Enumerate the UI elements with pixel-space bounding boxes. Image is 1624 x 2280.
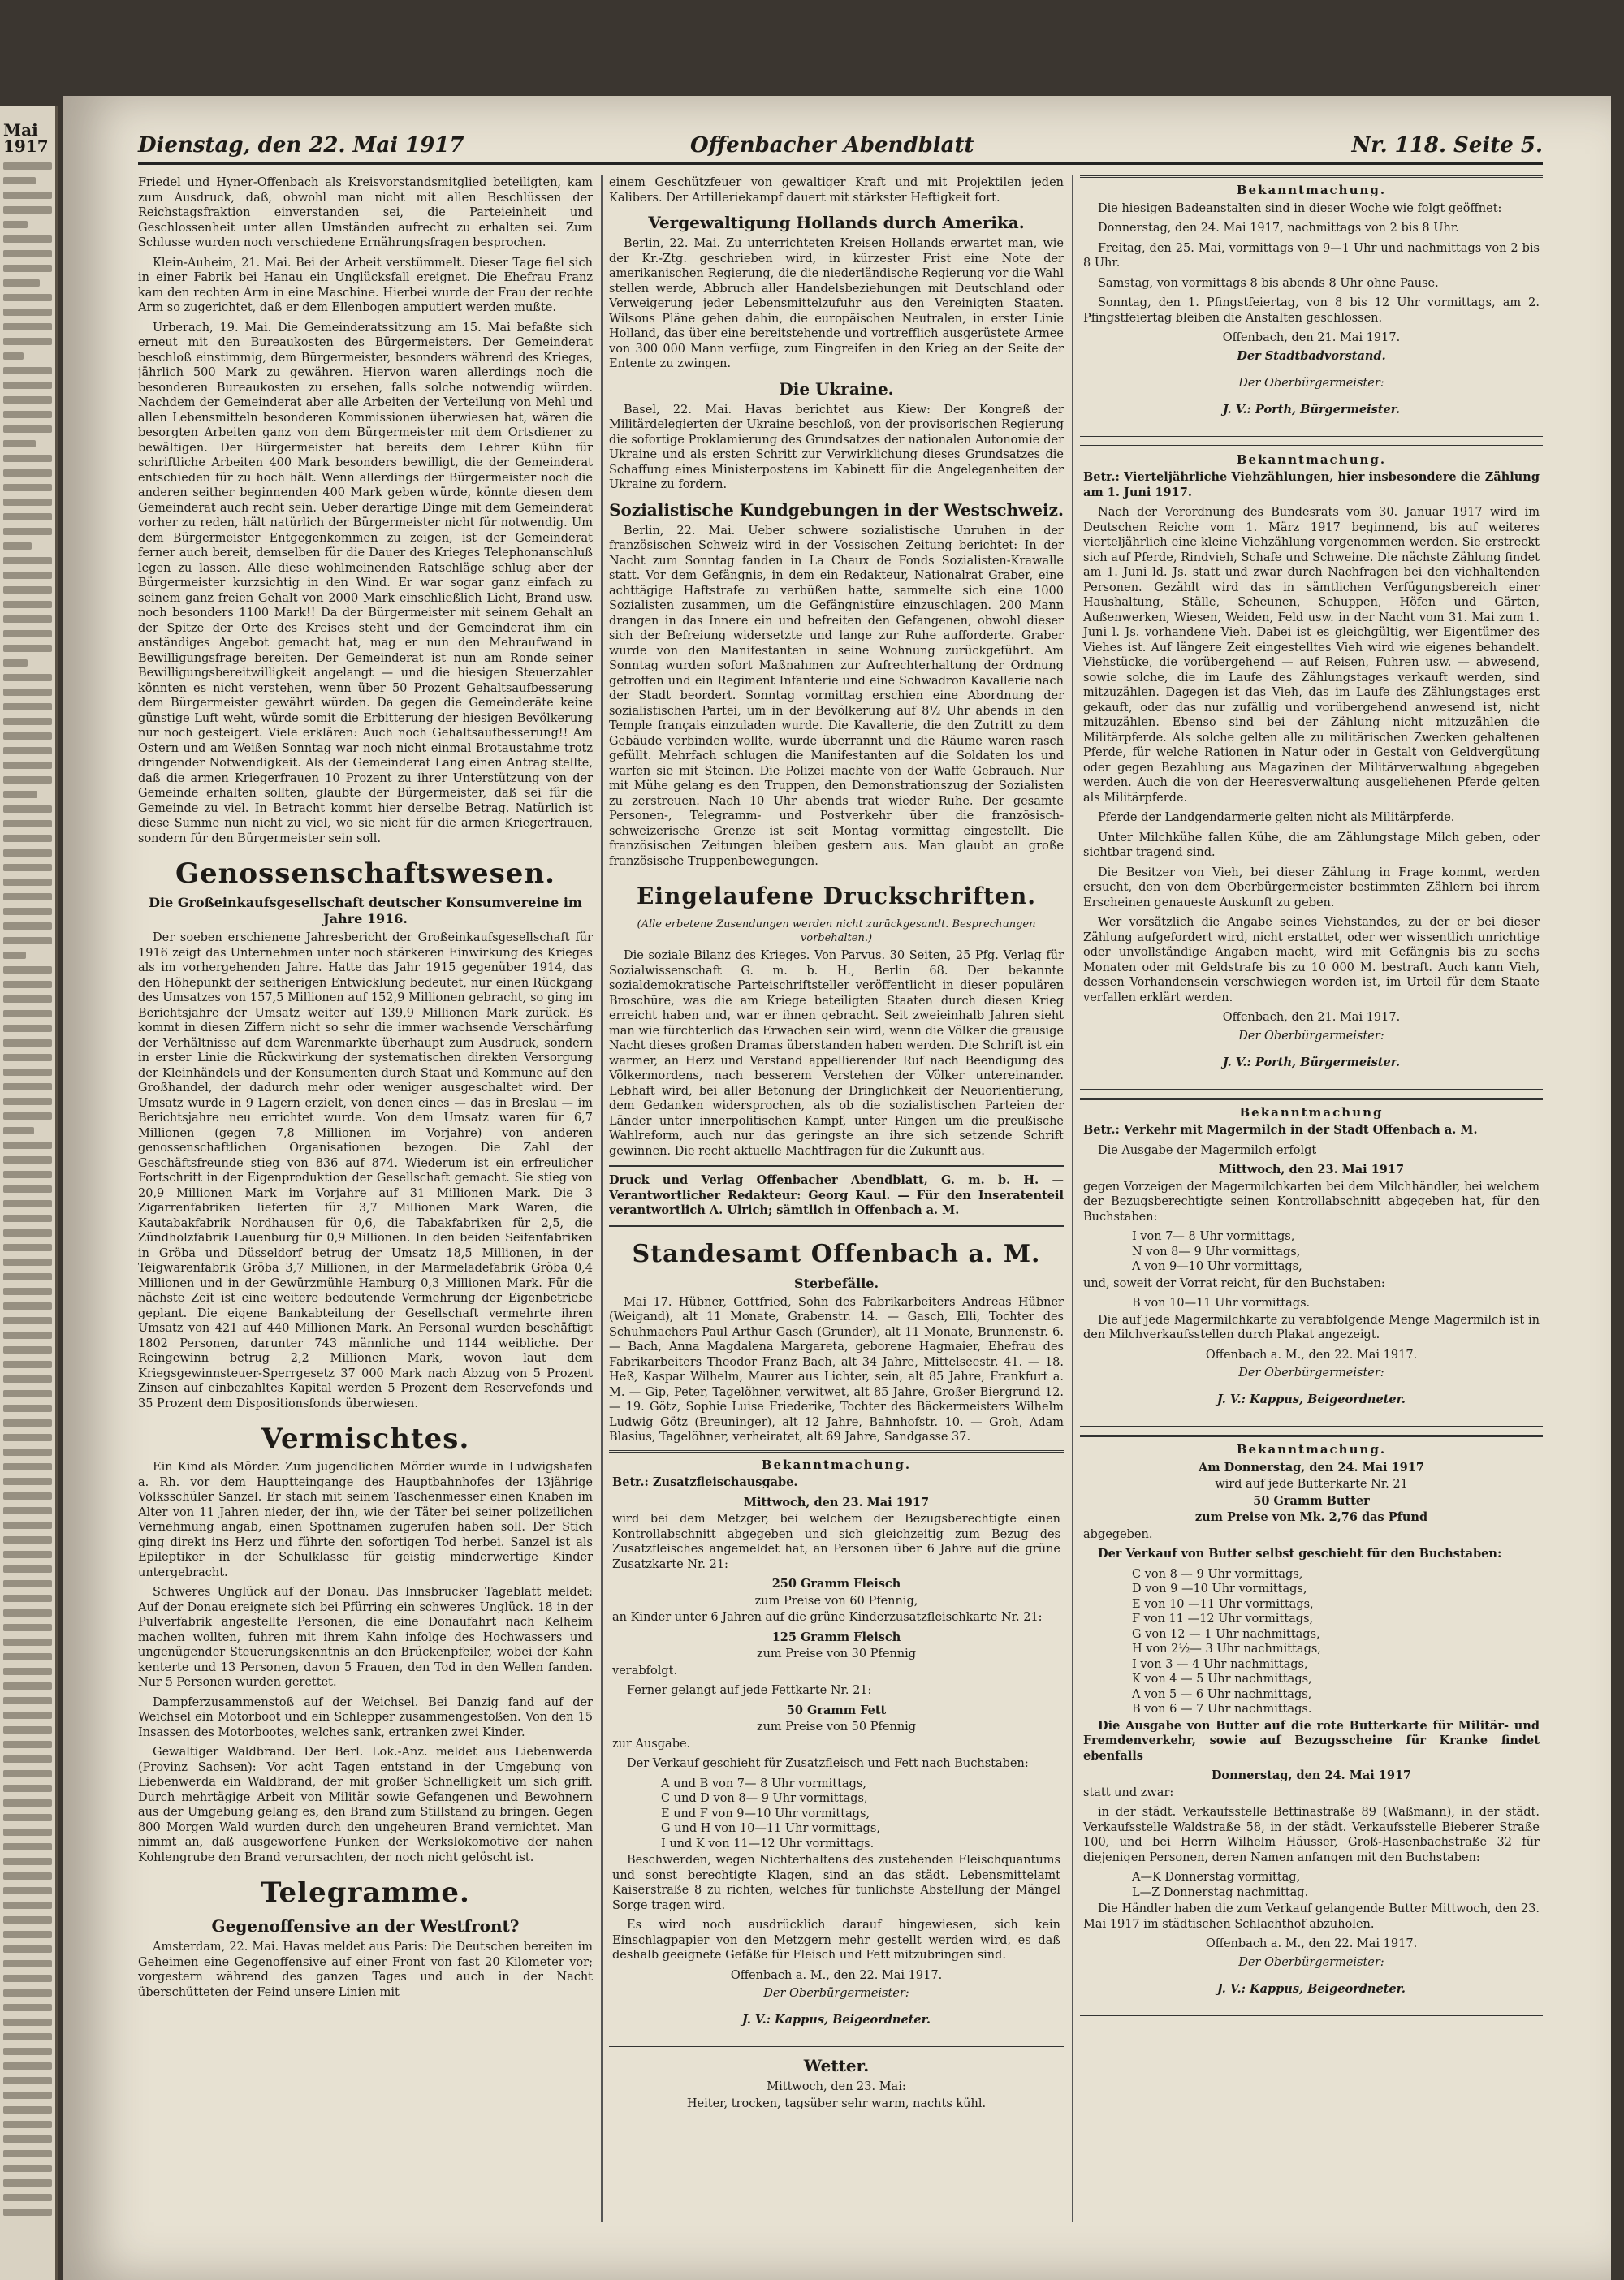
notice-signature: Der Oberbürgermeister:: [763, 1987, 909, 2000]
article-text: einem Geschützfeuer von gewaltiger Kraft und mit Projektilen jeden Kalibers. Der Artilleriekampf dauert mit stärkster Heftigkeit fort.: [609, 176, 1064, 205]
weather-date: Mittwoch, den 23. Mai:: [767, 2080, 906, 2093]
schedule-row: K von 4 — 5 Uhr nachmittags,: [1132, 1673, 1312, 1686]
notice-place: Offenbach, den 21. Mai 1917.: [1222, 1011, 1401, 1024]
notice-place: Offenbach a. M., den 22. Mai 1917.: [1205, 1348, 1418, 1362]
notice-text: Pferde der Landgendarmerie gelten nicht als Militärpferde.: [1098, 811, 1455, 824]
notice-signature: J. V.: Kappus, Beigeordneter.: [1217, 1981, 1406, 1996]
notice-title: Bekanntmachung.: [1236, 183, 1387, 197]
column-1: [138, 175, 593, 2222]
notice-text: Freitag, den 25. Mai, vormittags von 9—1 Uhr und nachmittags von 2 bis 8 Uhr.: [1083, 241, 1540, 270]
schedule-row: G von 12 — 1 Uhr nachmittags,: [1132, 1627, 1320, 1641]
section-heading-vermischtes: Vermischtes.: [261, 1423, 470, 1455]
notice-text: Die auf jede Magermilchkarte zu verabfolgende Menge Magermilch ist in den Milchverkaufsstellen durch Plakat angezeigt.: [1083, 1313, 1540, 1341]
article-heading-holland: Vergewaltigung Hollands durch Amerika.: [648, 213, 1025, 232]
column-rule-1: [601, 175, 603, 2222]
notice-text: Es wird noch ausdrücklich darauf hingewiesen, sich kein Einschlagpapier von den Metzgern mehr gestellt werden wird, es daß deshalb geeignete Gefäße für Fleisch und Fett mitzubringen sind.: [612, 1919, 1060, 1962]
notice-signature: J. V.: Porth, Bürgermeister.: [1222, 1055, 1401, 1069]
notice-text: Der Verkauf von Butter selbst geschieht für den Buchstaben:: [1098, 1547, 1502, 1561]
notice-viehzaehlung: [1080, 445, 1543, 1090]
notice-text: Donnerstag, den 24. Mai 1917, nachmittags von 2 bis 8 Uhr.: [1098, 222, 1459, 235]
notice-subject: Betr.: Zusatzfleischausgabe.: [612, 1475, 798, 1489]
schedule-row: I von 7— 8 Uhr vormittags,: [1132, 1230, 1295, 1243]
notice-schedule: [661, 1777, 1060, 1852]
notice-signature: Der Oberbürgermeister:: [1238, 1955, 1384, 1969]
newspaper-page: [63, 96, 1611, 2280]
schedule-row: L—Z Donnerstag nachmittag.: [1132, 1885, 1309, 1899]
notice-text: Sonntag, den 1. Pfingstfeiertag, von 8 bis 12 Uhr vormittags, am 2. Pfingstfeiertag bleiben die Anstalten geschlossen.: [1083, 296, 1540, 325]
notice-signature: Der Oberbürgermeister:: [1238, 376, 1384, 390]
notice-title: Bekanntmachung.: [1236, 1442, 1387, 1457]
schedule-row: H von 2½— 3 Uhr nachmittags,: [1132, 1643, 1321, 1656]
notice-title: Bekanntmachung: [1239, 1104, 1384, 1120]
notice-text: in der städt. Verkaufsstelle Bettinastraße 89 (Waßmann), in der städt. Verkaufsstelle Waldstraße 58, in der städt. Verkaufsstelle Bieberer Straße 100, und bei Herrn Wilhelm Häusser, Groß-Hasenbachstraße 32 für diejenigen Personen, deren Namen anfangen mit den Buchstaben:: [1083, 1806, 1540, 1864]
notice-amount: 50 Gramm Fett: [786, 1703, 887, 1717]
schedule-row: B von 10—11 Uhr vormittags.: [1132, 1297, 1311, 1310]
notice-text: Die hiesigen Badeanstalten sind in dieser Woche wie folgt geöffnet:: [1098, 201, 1502, 215]
notice-text: Wer vorsätzlich die Angabe seines Viehstandes, zu der er bei dieser Zählung aufgefordert wird, nicht erstattet, oder wer wissentlich unrichtige oder unvollständige Angaben macht, wird mit Gefängnis bis zu sechs Monaten oder mit Geldstrafe bis zu 10 000 M. bestraft. Auch kann Vieh, dessen Vorhandensein verschwiegen worden ist, im Urteil für dem Staate verfallen erklärt werden.: [1083, 916, 1540, 1004]
notice-text: Die Ausgabe von Butter auf die rote Butterkarte für Militär- und Fremdenverkehr, sowie auf Bezugsscheine für Kranke findet ebenfalls: [1083, 1718, 1540, 1763]
schedule-row: C und D von 8— 9 Uhr vormittags,: [661, 1792, 868, 1805]
article-klein-auheim: Klein-Auheim, 21. Mai. Bei der Arbeit verstümmelt. Dieser Tage fiel sich in einer Fabrik bei Hanau ein Unglücksfall ereignet. Die Ehefrau Franz kam den rechten Arm in eine Maschine. Hierbei wurde der Frau der rechte Arm so zugerichtet, daß er dem Ellenbogen amputiert werden mußte.: [138, 256, 593, 314]
notice-signature: J. V.: Kappus, Beigeordneter.: [742, 2013, 931, 2027]
schedule-row: E und F von 9—10 Uhr vormittags,: [661, 1807, 870, 1820]
notice-text: zur Ausgabe.: [612, 1737, 691, 1751]
notice-text: Die Besitzer von Vieh, bei dieser Zählung in Frage kommt, werden ersucht, den von dem Oberbürgermeister bestimmten Zählern bei ihrem Erscheinen genaueste Auskunft zu geben.: [1083, 866, 1540, 909]
schedule-row: E von 10 —11 Uhr vormittags,: [1132, 1597, 1314, 1611]
article-heading-westschweiz: Sozialistische Kundgebungen in der Westschweiz.: [609, 499, 1064, 520]
schedule-row: G und H von 10—11 Uhr vormittags,: [661, 1822, 880, 1835]
notice-text: Die Händler haben die zum Verkauf gelangende Butter Mittwoch, den 23. Mai 1917 im städtischen Schlachthof abzuholen.: [1083, 1902, 1540, 1931]
notice-text: Die Ausgabe der Magermilch erfolgt: [1098, 1143, 1317, 1157]
notice-text: wird auf jede Butterkarte Nr. 21: [1215, 1478, 1408, 1491]
notice-text: Beschwerden, wegen Nichterhaltens des zustehenden Fleischquantums und sonst berechtigte Klagen, sind an das städt. Lebensmittelamt Kaiserstraße 8 zu richten, welches für tunlichste Abstellung der Mängel Sorge tragen wird.: [612, 1854, 1060, 1912]
notice-price: zum Preise von 30 Pfennig: [756, 1647, 917, 1660]
notice-butter: [1080, 1435, 1543, 2016]
notice-title: Bekanntmachung.: [761, 1457, 912, 1472]
notice-subject: Betr.: Vierteljährliche Viehzählungen, hier insbesondere die Zählung am 1. Juni 1917.: [1083, 470, 1540, 499]
notice-signature: J. V.: Porth, Bürgermeister.: [1222, 402, 1401, 417]
subheading-sterbefaelle: Sterbefälle.: [793, 1275, 879, 1291]
masthead: [138, 130, 1543, 165]
section-heading-genossenschaftswesen: Genossenschaftswesen.: [175, 857, 555, 890]
notice-text: Nach der Verordnung des Bundesrats vom 30. Januar 1917 wird im Deutschen Reiche vom 1. März 1917 beginnend, bis auf weiteres vierteljährlich eine kleine Viehzählung vorgenommen werden. Sie erstreckt sich auf Pferde, Rindvieh, Schafe und Schweine. Die nächste Zählung findet am 1. Juni ld. Js. statt und zwar durch Nachfragen bei den viehhaltenden Personen. Gezählt wird das in sämtlichen Verfügungsbereich einer Haushaltung, Ställe, Scheunen, Schuppen, Höfen und Gärten, Außenwerken, Wiesen, Weiden, Feld usw. in der Nacht vom 31. Mai zum 1. Juni l. Js. vorhandene Vieh. Dabei ist es gleichgültig, wer Eigentümer des Viehes ist. Auf längere Zeit eingestelltes Vieh wird wie eigenes behandelt. Viehstücke, die vorübergehend — auf Reisen, Fuhren usw. — abwesend, sowie solche, die im Laufe des Zählungstages verkauft werden, sind mitzuzählen. Dagegen ist das Vieh, das im Laufe des Zählungstages erst gekauft, oder das nur zufällig und vorübergehend anwesend ist, nicht mitzuzählen. Ebenso sind bei der Zählung nicht mitzuzählen die Militärpferde. Als solche gelten alle zu militärischen Zwecken gehaltenen Pferde, für welche Rationen in Natur oder in Gestalt von Geldvergütung oder gegen Bezahlung aus Magazinen der Militärverwaltung abgegeben werden. Auch die von der Heeresverwaltung ausgeliehenen Pferde gelten als Militärpferde.: [1083, 506, 1540, 805]
notice-date: Am Donnerstag, den 24. Mai 1917: [1199, 1460, 1424, 1475]
schedule-row: B von 6 — 7 Uhr nachmittags.: [1132, 1703, 1312, 1716]
schedule-row: A und B von 7— 8 Uhr vormittags,: [661, 1777, 866, 1790]
weather-text: Heiter, trocken, tagsüber sehr warm, nachts kühl.: [686, 2096, 987, 2110]
notice-text: Ferner gelangt auf jede Fettkarte Nr. 21:: [627, 1684, 872, 1697]
article-urberach: Urberach, 19. Mai. Die Gemeinderatssitzung am 15. Mai befaßte sich erneut mit den Bureaukosten des Bürgermeisters. Der Gemeinderat beschloß einstimmig, dem Bürgermeister, besonders während des Krieges, jährlich 500 Mark zu gewähren. Hiervon waren allerdings noch die besonderen Bureaukosten zu ersehen, falls solche notwendig würden. Nachdem der Gemeinderat aber alle Arbeiten der Verteilung von Mehl und allen Lebensmitteln besonderen Kommissionen überwiesen hat, wären die besorgten Arbeiten ganz von dem Bürgermeister mit dem Ortsdiener zu bewältigen. Der Bürgermeister hat bereits dem Lehrer Kühn für schriftliche Arbeiten 400 Mark besonders bewilligt, die der Gemeinderat entschieden für zu hoch hält. Wenn allerdings der Bürgermeister noch die anderen seither beginnenden 400 Mark geben würde, könnte diesen dem Gemeinderat auch recht sein. Ueber derartige Dinge mit dem Gemeinderat vorher zu reden, hält natürlich der Bürgermeister nicht für notwendig. Um dem Bürgermeister Entgegenkommen zu zeigen, ist der Gemeinderat ferner auch bereit, demselben für die Dauer des Krieges Telephonanschluß legen zu lassen. Alle diese wohlmeinenden Ratschläge schlug aber der Bürgermeister kurzsichtig in den Wind. Er war sogar ganz einfach zu seinem ganz freien Gehalt von 2000 Mark einschließlich Licht, Brand usw. noch besonders 1100 Mark!! Da der Bürgermeister mit seinem Gehalt an der Spitze der Orte des Kreises steht und der Gemeinderat ihm ein anständiges Angebot gemacht hat, mag er nun den Mehraufwand in Bewilligungsfrage bereiten. Der Gemeinderat ist nun am Ronde seiner Bewilligungsbereitwilligkeit angelangt — und die hiesigen Steuerzahler könnten es nicht verstehen, wenn über 50 Prozent Gehaltsaufbesserung dem Bürgermeister gewährt würden. Da gegen die Gemeinderäte keine günstige Luft weht, würde somit die Erbitterung der hiesigen Bevölkerung nur noch gesteigert. Viele erklären: Auch noch Gehaltsaufbesserung!! Am Ostern und am Weißen Sonntag war noch nicht einmal Brotaustahme trotz dringender Notwendigkeit. Als der Gemeinderat Lang einen Antrag stellte, daß die armen Kriegerfrauen 10 Prozent zu ihrer Unterstützung von der Gemeinde erhalten sollten, glaubte der Bürgermeister, daß sei für die Gemeinde zu viel. In Betracht kommt hier derselbe Betrag. Natürlich ist diese Summe nun nicht zu viel, wo sie nicht für die armen Kriegerfrauen, sondern für den Bürgermeister sein soll.: [138, 321, 593, 845]
article-kind-als-moerder: Ein Kind als Mörder. Zum jugendlichen Mörder wurde in Ludwigshafen a. Rh. vor dem Hauptteingange des Hauptbahnhofes der 13jährige Volksschüler Sanzel. Er stach mit seinem Taschenmesser einen Knaben im Alter von 11 Jahren nieder, der ihn, wie der Täter bei seiner polizeilichen Vernehmung angab, einen Spottnamen zugerufen haben soll. Der Stich ging direkt ins Herz und führte den sofortigen Tod herbei. Sanzel ist als Epileptiker in der Schulklasse für geistig minderwertige Kinder untergebracht.: [138, 1461, 593, 1579]
article-soziale-bilanz: Die soziale Bilanz des Krieges. Von Parvus. 30 Seiten, 25 Pfg. Verlag für Sozialwissenschaft G. m. b. H., Berlin 68. Der bekannte sozialdemokratische Parteischriftsteller veröffentlicht in dieser populären Broschüre, was die am Kriege beteiligten Staaten durch diesen Krieg erreicht haben und, war er ihnen gebracht. Seit zweieinhalb Jahren sieht man wie fürchterlich das Erwachen sein wird, wenn die Völker die grausige Nacht dieses großen Dramas überstanden haben werden. Die Schrift ist ein warmer, an Herz und Verstand appellierender Ruf nach Beendigung des Völkermordens, nach besserem Verstehen der Völker untereinander. Lebhaft wird, bei aller Betonung der Dringlichkeit der Neuorientierung, dem Gedanken widersprochen, als ob die sozialistischen Parteien der Länder unter innerpolitischen Kampf, unter Ringen um die preußische Wahlreform, auch nur das geringste an ihre sich setzende Schrift gewinnen. Die recht aktuelle Machtfragen für die Zukunft aus.: [609, 949, 1064, 1158]
notice-text: abgegeben.: [1083, 1527, 1153, 1541]
notice-date: Donnerstag, den 24. Mai 1917: [1211, 1768, 1412, 1782]
schedule-row: N von 8— 9 Uhr vormittags,: [1132, 1245, 1301, 1259]
notice-text: und, soweit der Vorrat reicht, für den Buchstaben:: [1083, 1276, 1385, 1290]
schedule-row: I und K von 11—12 Uhr vormittags.: [661, 1837, 875, 1850]
notice-text: an Kinder unter 6 Jahren auf die grüne Kinderzusatzfleischkarte Nr. 21:: [612, 1611, 1043, 1624]
section-heading-telegramme: Telegramme.: [261, 1876, 470, 1909]
column-2: [609, 175, 1064, 2222]
notice-schedule: [1132, 1229, 1540, 1275]
notice-price: zum Preise von Mk. 2,76 das Pfund: [1194, 1510, 1428, 1524]
notice-title: Bekanntmachung.: [1236, 451, 1387, 467]
notice-date: Mittwoch, den 23. Mai 1917: [743, 1495, 930, 1509]
notice-text: Samstag, von vormittags 8 bis abends 8 Uhr ohne Pause.: [1098, 276, 1439, 290]
article-text: Friedel und Hyner-Offenbach als Kreisvorstandsmitglied beteiligten, kam zum Ausdruck, daß, obwohl man nicht mit allen Beschlüssen der Reichstagsfraktion einverstanden sei, die Parteieinheit und Geschlossenheit unter allen Umständen aufrecht zu erhalten sei. Zum Schlusse wurden noch verschiedene Ernährungsfragen besprochen.: [138, 176, 593, 249]
notice-text: gegen Vorzeigen der Magermilchkarten bei dem Milchhändler, bei welchem der Bezugsberechtigte seinen Kontrollabschnitt abgegeben hat, für den Buchstaben:: [1083, 1180, 1540, 1224]
article-amsterdam: Amsterdam, 22. Mai. Havas meldet aus Paris: Die Deutschen bereiten im Geheimen eine Gegenoffensive auf einer Front von fast 20 Kilometer vor; vorgestern während des ganzen Tages und auch in der Nacht überschütteten der Feind unsere Linien mit: [138, 1941, 593, 1999]
notice-schedule: [1132, 1870, 1540, 1900]
notice-zusatzfleisch: [609, 1450, 1064, 2048]
schedule-row: I von 3 — 4 Uhr nachmittags,: [1132, 1657, 1308, 1671]
weather-heading: Wetter.: [803, 2056, 870, 2075]
notice-subject: Betr.: Verkehr mit Magermilch in der Stadt Offenbach a. M.: [1083, 1123, 1478, 1137]
schedule-row: A von 5 — 6 Uhr nachmittags,: [1132, 1687, 1312, 1701]
notice-badeanstalten: [1080, 175, 1543, 437]
notice-place: Offenbach a. M., den 22. Mai 1917.: [1205, 1937, 1418, 1950]
masthead-date: Dienstag, den 22. Mai 1917: [138, 133, 464, 158]
article-holland: Berlin, 22. Mai. Zu unterrichteten Kreisen Hollands erwartet man, wie der Kr.-Ztg. geschrieben wird, in kürzester Frist eine Note der amerikanischen Regierung, die die niederländische Regierung vor die Wahl stellen werde, Abbruch aller Handelsbeziehungen mit Deutschland oder Verweigerung jeder Lebensmittelzufuhr aus den Vereinigten Staaten. Wilsons Pläne gehen dahin, die europäischen Neutralen, in erster Linie Holland, das über eine bereitstehende und vortrefflich ausgerüstete Armee von 300 000 Mann verfüge, zum Eingreifen in den Krieg an der Seite der Entente zu zwingen.: [609, 237, 1064, 370]
notice-signature: Der Oberbürgermeister:: [1238, 1029, 1384, 1043]
article-weichsel: Dampferzusammenstoß auf der Weichsel. Bei Danzig fand auf der Weichsel ein Motorboot und ein Schlepper zusammengestoßen. Von den 15 Insassen des Motorbootes, welches sank, ertranken zwei Kinder.: [138, 1695, 593, 1739]
notice-amount: 125 Gramm Fleisch: [771, 1630, 901, 1644]
notice-signature: J. V.: Kappus, Beigeordneter.: [1217, 1393, 1406, 1406]
article-subheading: Die Großeinkaufsgesellschaft deutscher Konsumvereine im Jahre 1916.: [149, 895, 582, 926]
notice-place: Offenbach, den 21. Mai 1917.: [1222, 331, 1401, 344]
notice-magermilch: [1080, 1098, 1543, 1427]
article-donau-unglueck: Schweres Unglück auf der Donau. Das Innsbrucker Tageblatt meldet: Auf der Donau ereignete sich bei Pfürring ein schweres Unglück. 18 in der Pulverfabrik angestellte Personen, die eine Donaufahrt nach Kelheim machen wollten, fuhren mit ihrem Kahn infolge des Hochwassers und ungenügender Steuerungskenntnis an den Brückenpfeiler, wobei der Kahn kenterte und 13 Personen, davon 5 Frauen, den Tod in den Wellen fanden. Nur 5 Personen wurden gerettet.: [138, 1586, 593, 1689]
notice-text: verabfolgt.: [612, 1664, 678, 1678]
notice-date: Mittwoch, den 23. Mai 1917: [1218, 1163, 1405, 1177]
article-ukraine: Basel, 22. Mai. Havas berichtet aus Kiew: Der Kongreß der Militärdelegierten der Ukraine beschloß, von der provisorischen Regierung die sofortige Proklamierung des Grundsatzes der nationalen Autonomie der Ukraine und als ersten Schritt zur Verwirklichung dieses Grundsatzes die Schaffung eines Ministerpostens im Kabinett für die Angelegenheiten der Ukraine zu fordern.: [609, 403, 1064, 491]
masthead-paper-name: Offenbacher Abendblatt: [690, 133, 974, 158]
article-waldbrand: Gewaltiger Waldbrand. Der Berl. Lok.-Anz. meldet aus Liebenwerda (Provinz Sachsen): Vor acht Tagen entstand in der Umgebung von Liebenwerda ein Waldbrand, der mit großer Schnelligkeit um sich griff. Durch mehrtägige Arbeit von Militär sowie Gefangenen und Bewohnern aus der Umgebung gelang es, den Brand zum Stillstand zu bringen. Gegen 800 Morgen Wald wurden durch den ungeheuren Brand vernichtet. Man nimmt an, daß ausgeworfene Funken der Werkslokomotive der nahen Kohlengrube den Brand verursachten, der noch nicht gelöscht ist.: [138, 1746, 593, 1864]
imprint: Druck und Verlag Offenbacher Abendblatt, G. m. b. H. — Verantwortlicher Redakteur: Georg Kaul. — Für den Inseratenteil verantwortlich A. Ulrich; sämtlich in Offenbach a. M.: [609, 1173, 1064, 1217]
article-grosseinkauf: Der soeben erschienene Jahresbericht der Großeinkaufsgesellschaft für 1916 zeigt das Unternehmen unter noch stärkeren Einwirkung des Krieges als im vorhergehenden Jahre. Hatte das Jahr 1915 gegenüber 1914, das den Höhepunkt der seitherigen Entwicklung bedeutet, nur einen Rückgang des Umsatzes von 157,5 Millionen auf 152,9 Millionen gebracht, so ging im Berichtsjahre der Umsatz weiter auf 139,9 Millionen Mark zurück. Es kommt in diesen Ziffern nicht so sehr die immer wachsende Verschärfung der Verhältnisse auf dem Warenmarkte überhaupt zum Ausdruck, sondern in erster Linie die Rückwirkung der systematischen direkten Versorgung der Kleinhändels und der Konsumenten durch Staat und Kommune auf den Großhandel, der dadurch mehr oder weniger ausgeschaltet wird. Der Umsatz wurde in 9 Lagern erzielt, von denen eines — das in Breslau — im Berichtsjahre neu errichtet wurde. Von dem Umsatz waren für 6,7 Millionen (gegen 7,8 Millionen im Vorjahre) von anderen genossenschaftlichen Organisationen bezogen. Die Zahl der Geschäftsfreunde stieg von 836 auf 874. Wiederum ist ein erfreulicher Fortschritt in der Eigenproduktion der Gesellschaft gemacht. Sie stieg von 20,9 Millionen Mark im Vorjahre auf 31 Millionen Mark. Die 3 Zigarrenfabriken lieferten für 3,7 Millionen Mark Waren, die Kautabakfabrik Nordhausen für 0,6, die Tabakfabriken für 2,5, die Zündholzfabrik Lauenburg für 0,9 Millionen. In den beiden Seifenfabriken in Gröba und Düsseldorf betrug der Umsatz 18,5 Millionen, in der Teigwarenfabrik Gröba 3,7 Millionen, in der Marmeladefabrik Gröba 0,4 Millionen und in der Gewürzmühle Hamburg 0,3 Millionen Mark. Für die nächste Zeit ist eine weitere bedeutende Vermehrung der Eigenbetriebe geplant. Die eigene Bankabteilung der Gesellschaft vermehrte ihren Umsatz von 421 auf 440 Millionen Mark. An Personal wurden beschäftigt 1802 Personen, darunter 743 männliche und 1144 weibliche. Der Reingewinn betrug 2,2 Millionen Mark, wovon laut dem Kriegsgewinnsteuer-Sperrgesetz 37 000 Mark nach Abzug von 5 Prozent Zinsen auf einbezahltes Kapital werden 5 Prozent dem Reservefonds und 35 Prozent dem Dispositionsfonds überwiesen.: [138, 931, 593, 1410]
divider: [609, 1225, 1064, 1227]
schedule-row: A—K Donnerstag vormittag,: [1132, 1871, 1301, 1884]
notice-text: Unter Milchkühe fallen Kühe, die am Zählungstage Milch geben, oder sichtbar tragend sind.: [1083, 831, 1540, 859]
notice-signature: Der Stadtbadvorstand.: [1237, 348, 1386, 363]
sterbefaelle-list: Mai 17. Hübner, Gottfried, Sohn des Fabrikarbeiters Andreas Hübner (Weigand), alt 11 Monate, Grabenstr. 14. — Gasch, Elli, Tochter des Schuhmachers Paul Arthur Gasch (Grunder), alt 11 Monate, Brunnenstr. 6. — Bach, Anna Magdalena Margareta, geborene Hagmaier, Ehefrau des Fabrikarbeiters Theodor Franz Bach, alt 34 Jahre, Mittelseestr. 41. — 18. Heß, Kaspar Wilhelm, Maurer aus Lichter, sein, alt 85 Jahre, Frankfurt a. M. — Gip, Peter, Tagelöhner, verwitwet, alt 85 Jahre, Großer Biergrund 12. — 19. Götz, Sophie Luise Friederike, Tochter des Bäckermeisters Wilhelm Ludwig Götz (Breuninger), alt 12 Jahre, Bahnhofstr. 10. — Groh, Adam Blasius, Tagelöhner, verheiratet, alt 69 Jahre, Sandgasse 37.: [609, 1295, 1064, 1444]
section-heading-druckschriften: Eingelaufene Druckschriften.: [637, 883, 1036, 909]
notice-price: zum Preise von 60 Pfennig,: [754, 1594, 918, 1608]
schedule-row: A von 9—10 Uhr vormittags,: [1132, 1260, 1302, 1273]
notice-signature: Der Oberbürgermeister:: [1238, 1367, 1384, 1380]
notice-amount: 50 Gramm Butter: [1253, 1493, 1370, 1508]
column-3: [1080, 175, 1543, 2222]
previous-page-edge: [0, 106, 58, 2280]
divider: [609, 1165, 1064, 1167]
notice-schedule: [1132, 1567, 1540, 1717]
section-heading-standesamt: Standesamt Offenbach a. M.: [632, 1239, 1041, 1268]
schedule-row: D von 9 —10 Uhr vormittags,: [1132, 1583, 1307, 1596]
notice-text: wird bei dem Metzger, bei welchem der Bezugsberechtigte einen Kontrollabschnitt abgegeben und sich gleichzeitig zum Bezug des Zusatzfleisches angemeldet hat, an Personen über 6 Jahre auf die grüne Zusatzkarte Nr. 21:: [612, 1513, 1060, 1571]
article-heading-ukraine: Die Ukraine.: [779, 378, 894, 399]
schedule-row: F von 11 —12 Uhr vormittags,: [1132, 1613, 1314, 1626]
notice-text: Der Verkauf geschieht für Zusatzfleisch und Fett nach Buchstaben:: [627, 1757, 1029, 1770]
notice-schedule: [1132, 1296, 1540, 1311]
druckschriften-note: (Alle erbetene Zusendungen werden nicht zurückgesandt. Besprechungen vorbehalten.): [637, 918, 1036, 944]
notice-text: statt und zwar:: [1083, 1786, 1174, 1799]
notice-price: zum Preise von 50 Pfennig: [756, 1721, 917, 1734]
previous-page-text-lines: [3, 162, 52, 2248]
article-heading-gegenoffensive: Gegenoffensive an der Westfront?: [211, 1916, 520, 1936]
notice-place: Offenbach a. M., den 22. Mai 1917.: [730, 1968, 943, 1982]
schedule-row: C von 8 — 9 Uhr vormittags,: [1132, 1567, 1303, 1581]
previous-page-title: Mai 1917: [3, 122, 49, 154]
article-westschweiz: Berlin, 22. Mai. Ueber schwere sozialistische Unruhen in der französischen Schweiz wird in der Vossischen Zeitung berichtet: In der Nacht zum Sonntag fanden in La Chaux de Fonds Sozialisten-Krawalle statt. Vor dem Gefängnis, in dem ein Redakteur, Nationalrat Graber, eine achttägige Haftstrafe zu verbüßen hatte, sammelte sich eine 1000 Sozialisten zusammen, um die Gefängnistüre einzuschlagen. 200 Mann drangen in das Innere ein und befreiten den Gefangenen, obwohl dieser sich der Befreiung widersetzte und lange zur Ruhe aufforderte. Graber wurde von den Manifestanten in seine Wohnung zurückgeführt. Am Sonntag wurden sofort Maßnahmen zur Aufrechterhaltung der Ordnung getroffen und ein Regiment Infanterie und eine Schwadron Kavallerie nach der Stadt beordert. Sonntag vormittag erschien eine Abordnung der sozialistischen Partei, um in der Bevölkerung auf 8½ Uhr abends in den Temple français einzuladen wurde. Die Kavallerie, die den Zutritt zu dem Gebäude verbinden wollte, wurde überrannt und die Räume waren rasch gefüllt. Mehrfach schlugen die Manifestanten auf die Soldaten los und warfen sie mit Steinen. Die Polizei machte von der Waffe Gebrauch. Nur mit Mühe gelang es den Truppen, den Demonstrationszug der Sozialisten zu zerstreuen. Nach 10 Uhr abends trat wieder Ruhe. Der gesamte Personen-, Telegramm- und Postverkehr über die französisch-schweizerische Grenze ist seit Montag vormittag eingestellt. Die französischen Zeitungen bleiben gestern aus. Man glaubt an große französische Truppenbewegungen.: [609, 524, 1064, 868]
notice-amount: 250 Gramm Fleisch: [771, 1577, 901, 1591]
masthead-issue: Nr. 118. Seite 5.: [1351, 133, 1543, 158]
column-rule-2: [1072, 175, 1073, 2222]
